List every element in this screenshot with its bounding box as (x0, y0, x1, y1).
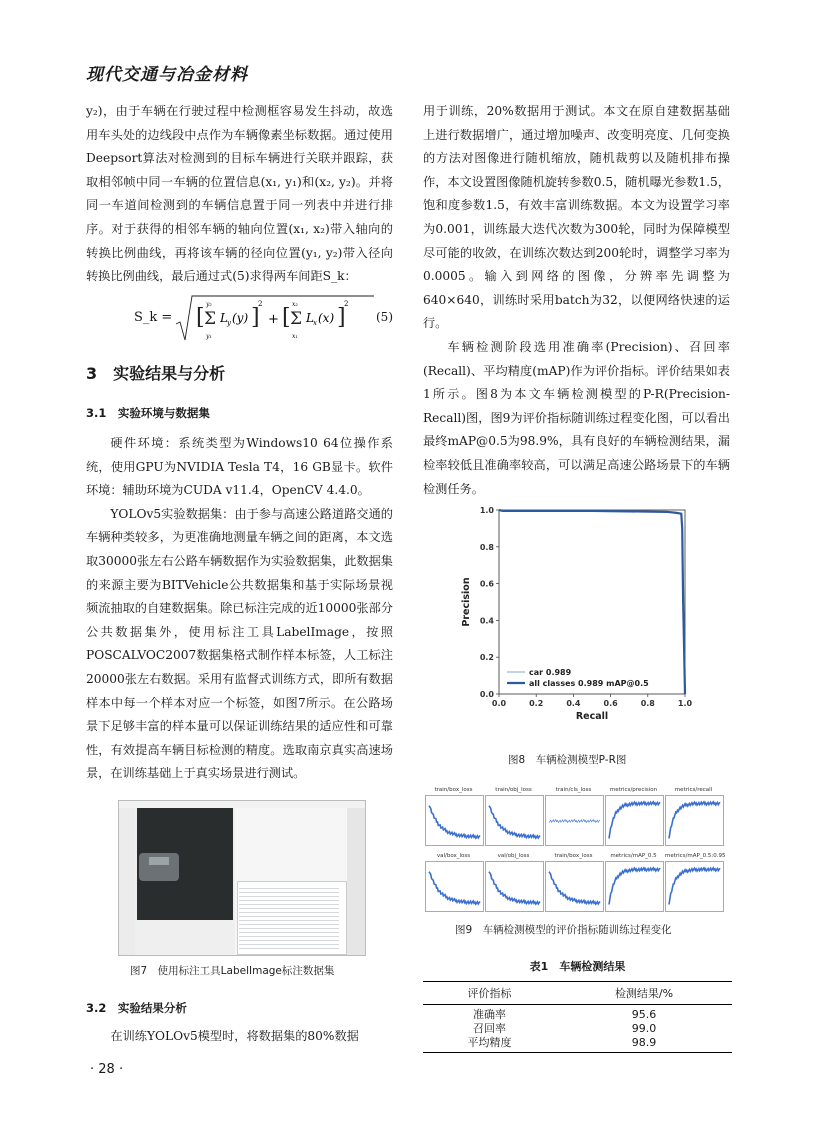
y-axis-label: Precision (461, 577, 472, 627)
table-header-row (423, 982, 732, 1005)
table-row (423, 1022, 732, 1036)
formula-lhs: S_k = (134, 310, 173, 325)
training-panel (545, 852, 602, 910)
paragraph-training: 在训练YOLOv5模型时，将数据集的80%数据 (110, 1029, 359, 1043)
panel-plot (665, 861, 724, 912)
panel-title: train/obj_loss (495, 787, 532, 793)
x-tick-label: 0.4 (566, 699, 581, 708)
svg-text:x₁: x₁ (292, 333, 298, 340)
left-column (86, 100, 393, 290)
results-table (423, 981, 732, 1053)
table-cell-value: 95.6 (631, 1008, 657, 1021)
training-panel (425, 786, 482, 844)
training-panel (665, 852, 726, 910)
y-tick-label: 0.6 (479, 579, 494, 589)
training-panel (425, 852, 482, 910)
svg-text:Σ: Σ (204, 309, 217, 329)
table-header-metric: 评价指标 (423, 982, 556, 1005)
figure-8-caption: 图8 车辆检测模型P-R图 (508, 754, 627, 766)
svg-text:Σ: Σ (290, 309, 303, 329)
panel-plot (605, 795, 664, 846)
training-panel (545, 786, 602, 844)
section-3-title: 3 实验结果与分析 (86, 364, 226, 383)
journal-title: 现代交通与冶金材料 (86, 65, 248, 85)
panel-title: train/box_loss (554, 853, 593, 859)
table-1-title: 表1 车辆检测结果 (529, 960, 626, 973)
panel-plot (545, 861, 604, 912)
training-panel (605, 852, 662, 910)
paragraph-hardware: 硬件环境：系统类型为Windows10 64位操作系统，使用GPU为NVIDIA Tesla T4，16 GB显卡。软件环境：辅助环境为CUDA v11.4，OpenCV 4.4.0。 (86, 436, 393, 498)
y-tick-label: 0.8 (479, 542, 494, 552)
figure-7-labelimage-screenshot (118, 800, 366, 956)
svg-text:2: 2 (344, 300, 349, 308)
svg-text:[: [ (282, 305, 291, 330)
panel-title: val/obj_loss (497, 853, 530, 859)
panel-curve (609, 802, 660, 839)
panel-plot (605, 861, 664, 912)
x-tick-label: 0.0 (491, 699, 507, 708)
svg-text:(x): (x) (318, 311, 335, 325)
svg-text:[: [ (196, 305, 205, 330)
svg-text:L: L (220, 311, 228, 325)
x-tick-label: 0.2 (529, 699, 544, 708)
paragraph-intro: y₂)，由于车辆在行驶过程中检测框容易发生抖动，故选用车头处的边线段中点作为车辆像素坐标数据。通过使用Deepsort算法对检测到的目标车辆进行关联并跟踪，获取相邻帧中同一车辆的位置信息(x₁, y₁)和(x₂, y₂)。并将同一车道间检测到的车辆信息置于同一列表中并进行排序。对于获得的相邻车辆的轴向位置(x₁, x₂)带入轴向的转换比例曲线，再将该车辆的径向位置(y₁, y₂)带入径向转换比例曲线，最后通过式(5)求得两车间距S_k： (86, 104, 393, 284)
panel-plot (425, 795, 484, 846)
x-tick-label: 0.6 (603, 699, 618, 708)
panel-curve (549, 820, 600, 823)
panel-curve (669, 868, 720, 905)
x-axis-label: Recall (575, 711, 609, 722)
svg-text:]: ] (251, 305, 260, 330)
table-row (423, 1005, 732, 1023)
paragraph-training-cont: 用于训练，20%数据用于测试。本文在原自建数据基础上进行数据增广，通过增加噪声、改变明亮度、几何变换的方法对图像进行随机缩放，随机裁剪以及随机排布操作，本文设置图像随机旋转参数0.5，随机曝光参数1.5，饱和度参数1.5，有效丰富训练数据。本文为设置学习率为0.001，训练最大迭代次数为300轮，同时为保障模型尽可能的收敛，在训练次数达到200轮时，调整学习率为0.0005。输入到网络的图像，分辨率先调整为640×640，训练时采用batch为32，以便网络快速的运行。 (423, 104, 730, 331)
panel-title: train/box_loss (434, 787, 473, 793)
svg-text:(y): (y) (232, 311, 249, 325)
paragraph-dataset: YOLOv5实验数据集：由于参与高速公路道路交通的车辆种类较多，为更准确地测量车辆之间的距离，本文选取30000张左右公路车辆数据作为实验数据集，此数据集的来源主要为BITVehicle公共数据集和基于实际场景视频流抽取的自建数据集。除已标注完成的近10000张部分公共数据集外，使用标注工具LabelImage，按照POSCALVOC2007数据集格式制作样本标签，人工标注20000张左右数据。采用有监督式训练方式，即所有数据样本中每一个样本对应一个标签，如图7所示。在公路场景下足够丰富的样本量可以保证训练结果的适应性和可靠性，有效提高车辆目标检测的精度。选取南京真实高速场景，在训练基础上于真实场景进行测试。 (86, 506, 393, 781)
training-panel (485, 852, 542, 910)
svg-text:y: y (227, 319, 231, 327)
formula-body (174, 294, 374, 344)
svg-text:y₁: y₁ (206, 333, 212, 340)
svg-text:L: L (306, 311, 314, 325)
y-tick-label: 0.2 (479, 653, 494, 663)
panel-title: metrics/mAP_0.5 (610, 853, 657, 859)
paragraph-metrics: 车辆检测阶段选用准确率(Precision)、召回率(Recall)、平均精度(mAP)作为评价指标。评价结果如表1所示。图8为本文车辆检测模型的P-R(Precision-Recall)图，图9为评价指标随训练过程变化图，可以看出最终mAP@0.5为98.9%，具有良好的车辆检测结果，漏检率较低且准确率较高，可以满足高速公路场景下的车辆检测任务。 (423, 339, 730, 496)
x-tick-label: 1.0 (677, 699, 693, 708)
training-panel (665, 786, 722, 844)
section-3-2-title: 3.2 实验结果分析 (86, 1001, 187, 1015)
legend-label: all classes 0.989 mAP@0.5 (529, 679, 649, 688)
y-tick-label: 1.0 (479, 506, 494, 515)
panel-plot (485, 861, 544, 912)
table-row (423, 1036, 732, 1053)
panel-curve (669, 802, 720, 839)
panel-curve (549, 872, 600, 904)
svg-text:y₂: y₂ (206, 301, 212, 308)
plot-area (499, 510, 685, 694)
table-cell-value: 99.0 (631, 1022, 657, 1035)
table-header-result: 检测结果/% (556, 982, 732, 1005)
panel-curve (609, 868, 660, 905)
page-number: · 28 · (90, 1062, 124, 1077)
panel-title: metrics/recall (674, 787, 713, 793)
table-1 (423, 958, 732, 1053)
y-tick-label: 0.4 (479, 616, 494, 626)
figure-8-pr-chart (455, 500, 695, 745)
left-column-tail (86, 1025, 393, 1049)
panel-title: train/cls_loss (555, 787, 592, 793)
figure-9-caption: 图9 车辆检测模型的评价指标随训练过程变化 (455, 924, 672, 936)
section-3-1-title: 3.1 实验环境与数据集 (86, 406, 210, 420)
panel-plot (485, 795, 544, 846)
svg-text:x: x (313, 319, 317, 327)
panel-curve (489, 872, 540, 904)
training-panel (485, 786, 542, 844)
left-column-body (86, 432, 393, 786)
panel-curve (429, 872, 480, 904)
table-cell-metric: 平均精度 (423, 1036, 556, 1053)
svg-text:+: + (268, 312, 279, 327)
x-tick-label: 0.8 (640, 699, 655, 708)
panel-title: metrics/precision (609, 787, 658, 793)
y-tick-label: 0.0 (479, 690, 494, 699)
table-cell-metric: 准确率 (473, 1008, 507, 1021)
panel-title: val/box_loss (436, 853, 471, 859)
table-cell-metric: 召回率 (473, 1022, 507, 1035)
panel-plot (545, 795, 604, 846)
table-cell-value: 98.9 (556, 1036, 732, 1053)
svg-text:2: 2 (258, 300, 263, 308)
panel-title: metrics/mAP_0.5:0.95 (665, 853, 726, 859)
right-column (423, 100, 730, 501)
panel-curve (489, 806, 540, 838)
panel-plot (665, 795, 724, 846)
panel-plot (425, 861, 484, 912)
svg-text:x₂: x₂ (292, 301, 298, 308)
legend-label: car 0.989 (529, 668, 572, 677)
svg-text:]: ] (337, 305, 346, 330)
panel-curve (429, 806, 480, 838)
figure-7-caption: 图7 使用标注工具LabelImage标注数据集 (130, 965, 335, 977)
formula-number: (5) (376, 310, 393, 324)
figure-9-training-curves (425, 786, 725, 918)
training-panel (605, 786, 662, 844)
equation-5 (86, 294, 393, 344)
